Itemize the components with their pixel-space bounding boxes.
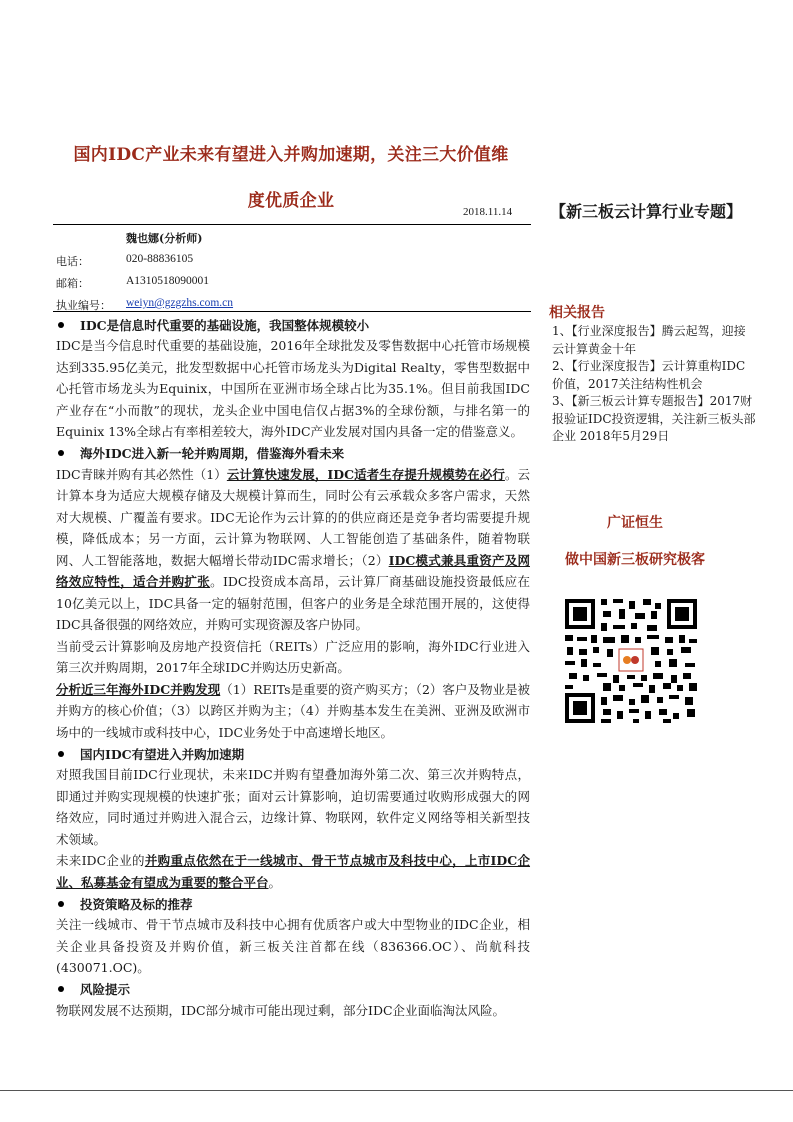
bullet-icon: [58, 322, 64, 328]
related-reports-title: 相关报告: [549, 305, 605, 321]
report-body: [56, 314, 530, 1021]
text-run: 。IDC投资成本高昂，云计算厂商基础设施投资最低应在10亿美元以上，IDC具备一定的辐射范围，但客户的业务是全球范围开展的，这使得IDC具备很强的网络效应，并购可实现资源及客户协同。: [56, 574, 530, 632]
title-line-1: 国内IDC产业未来有望进入并购加速期，关注三大价值维: [73, 145, 509, 165]
text-run: 。云计算本身为适应大规模存储及大规模计算而生，同时公有云承载众多客户需求，天然对大规模、广覆盖有要求。IDC无论作为云计算的的供应商还是竞争者均需要提升规模，降低成本；另一方面，云计算为物联网、人工智能创造了基础条件，随着物联网、人工智能落地，数据大幅增长带动IDC需求增长；（2）: [56, 466, 530, 568]
title-line-2: 度优质企业: [247, 191, 335, 211]
report-date: 2018.11.14: [463, 206, 513, 218]
section-2-paragraph-3: [56, 679, 530, 744]
section-1-heading: IDC是信息时代重要的基础设施，我国整体规模较小: [80, 317, 370, 333]
section-1-paragraph: IDC是当今信息时代重要的基础设施，2016年全球批发及零售数据中心托管市场规模达到335.95亿美元，批发型数据中心托管市场龙头为Digital Realty，零售型数据中心托管市场龙头为Equinix，中国所在亚洲市场全球占比为35.1%。但目前我国IDC产业存在“小而散”的现状，龙头企业中国电信仅占据3%的全球份额，与排名第一的Equinix 13%全球占有率相差较大，海外IDC产业发展对国内具备一定的借鉴意义。: [56, 338, 530, 439]
related-reports-list: [552, 323, 757, 446]
section-heading: [56, 893, 530, 914]
section-heading: [56, 443, 530, 464]
section-5-heading: 风险提示: [80, 982, 131, 997]
section-2-paragraph-1: [56, 464, 530, 636]
phone-value: 020-88836105: [126, 253, 194, 265]
text-run: IDC青睐并购有其必然性（1）: [56, 466, 227, 482]
related-report-link[interactable]: 2、【行业深度报告】云计算重构IDC价值，2017关注结构性机会: [552, 359, 746, 391]
footer-rule: [0, 1090, 793, 1091]
highlight-text: 分析近三年海外IDC并购发现: [56, 681, 221, 697]
section-3-paragraph-2: [56, 850, 530, 893]
section-heading: [56, 314, 530, 335]
highlight-text: 并购重点依然在于一线城市、骨干节点城市及科技中心，上市IDC企业、私募基金有望成为重要的整合平台: [56, 853, 531, 890]
section-4-heading: 投资策略及标的推荐: [80, 896, 193, 912]
section-3-heading: 国内IDC有望进入并购加速期: [80, 746, 245, 762]
phone-label: 电话：: [56, 255, 89, 268]
section-2-paragraph-2: 当前受云计算影响及房地产投资信托（REITs）广泛应用的影响，海外IDC行业进入第三次并购周期，2017年全球IDC并购达历史新高。: [56, 638, 530, 675]
bullet-icon: [58, 450, 64, 456]
text-run: 。: [268, 874, 282, 890]
related-report-link[interactable]: 3、【新三板云计算专题报告】2017财报验证IDC投资逻辑，关注新三板头部企业 2018年5月29日: [552, 394, 756, 443]
author-divider: [53, 311, 531, 312]
related-report-link[interactable]: 1、【行业深度报告】腾云起驾，迎接云计算黄金十年: [552, 324, 746, 356]
highlight-text: IDC模式兼具重资产及网络效应特性，适合并购扩张: [56, 552, 530, 589]
bullet-icon: [58, 751, 64, 757]
email-label: 邮箱：: [56, 277, 89, 290]
qr-code-icon: [563, 597, 699, 725]
license-label: 执业编号：: [56, 299, 111, 312]
section-5-paragraph: 物联网发展不达预期，IDC部分城市可能出现过剩，部分IDC企业面临淘汰风险。: [56, 1002, 506, 1018]
title-divider: [53, 224, 531, 225]
license-link[interactable]: weiyn@gzgzhs.com.cn: [126, 297, 234, 309]
section-4-paragraph: 关注一线城市、骨干节点城市及科技中心拥有优质客户或大中型物业的IDC企业，相关企业具备投资及并购价值，新三板关注首都在线（836366.OC）、尚航科技(430071.OC)。: [56, 917, 530, 975]
author-name: 魏也娜(分析师): [126, 232, 203, 245]
text-run: 未来IDC企业的: [56, 853, 145, 868]
bullet-icon: [58, 901, 64, 907]
email-value: A1310518090001: [126, 275, 210, 287]
report-topic: 【新三板云计算行业专题】: [550, 202, 743, 221]
brand-slogan: 做中国新三板研究极客: [565, 552, 705, 568]
bullet-icon: [58, 986, 64, 992]
report-title: [50, 132, 532, 224]
section-heading: [56, 743, 530, 764]
brand-name: 广证恒生: [607, 515, 663, 531]
section-3-paragraph-1: 对照我国目前IDC行业现状，未来IDC并购有望叠加海外第二次、第三次并购特点，即通过并购实现规模的快速扩张；面对云计算影响，迫切需要通过收购形成强大的网络效应，同时通过并购进入混合云，边缘计算、物联网，软件定义网络等相关新型技术领域。: [56, 767, 530, 847]
highlight-text: 云计算快速发展，IDC适者生存提升规模势在必行: [226, 466, 505, 482]
section-2-heading: 海外IDC进入新一轮并购周期，借鉴海外看未来: [80, 446, 345, 461]
section-heading: [56, 979, 530, 1000]
text-run: （1）REITs是重要的资产购买方；（2）客户及物业是被并购方的核心价值；（3）以跨区并购为主；（4）并购基本发生在美洲、亚洲及欧洲市场中的一线城市或科技中心，IDC业务处于中高速增长地区。: [56, 681, 530, 740]
